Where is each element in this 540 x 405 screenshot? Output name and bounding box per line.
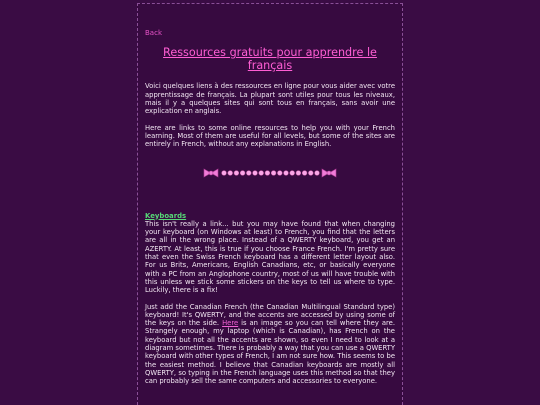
content-frame — [137, 3, 403, 405]
keyboards-heading[interactable]: Keyboards — [145, 211, 187, 220]
keyboards-paragraph-1: This isn't really a link... but you may have found that when changing your keyboard (on Windows at least) to French, you find that the letters are all in the wrong place. Instead of a QWERTY keyboard, you get an AZERTY. At least, this is true if you choose France French. I'm pretty sure that even the Swiss French keyboard has a different letter layout also. For us Brits, Americans, English Canadians, etc, or basically everyone with a PC from an Anglophone country, most of us will have trouble with this unless we stick some stickers on the keys to tell us where to type. Luckily, there is a fix! — [145, 219, 395, 295]
intro-english-paragraph: Here are links to some online resources to help you with your French learning. Most of them are useful for all levels, but some of the sites are entirely in French, without any explanations in English. — [145, 123, 395, 149]
page-title: Ressources gratuits pour apprendre le français — [163, 46, 377, 72]
keyboards-paragraph-2-end: is an image so you can tell where they are. Strangely enough, my laptop (which is Canadian), has French on the keyboard but not all the accents are shown, so even I need to look at a diagram sometimes. There is probably a way that you can use a QWERTY keyboard with other types of French, I am not sure how. This seems to be the easiest method. I believe that Canadian keyboards are mostly all QWERTY, so typing in the French language uses this method so that they can probably sell the same computers and accessories to everyone. — [145, 319, 395, 386]
keyboards-paragraph-2-start: Just add the Canadian French (the Canadian Multilingual Standard type) keyboard! It's QWERTY, and the accents are accessed by using some of the keys on the side. — [145, 302, 395, 328]
back-link[interactable]: Back — [145, 29, 162, 37]
keyboard-image-link[interactable]: Here — [222, 319, 239, 328]
keyboards-paragraph-2 — [145, 303, 395, 386]
pink-bow-chain-icon — [202, 167, 338, 179]
main-content — [138, 4, 402, 386]
intro-french-paragraph: Voici quelques liens à des ressources en ligne pour vous aider avec votre apprentissage de français. La plupart sont utiles pour tous les niveaux, mais il y a quelques sites qui sont tous en français, sans avoir une explication en anglais. — [145, 82, 395, 116]
divider — [145, 167, 395, 179]
